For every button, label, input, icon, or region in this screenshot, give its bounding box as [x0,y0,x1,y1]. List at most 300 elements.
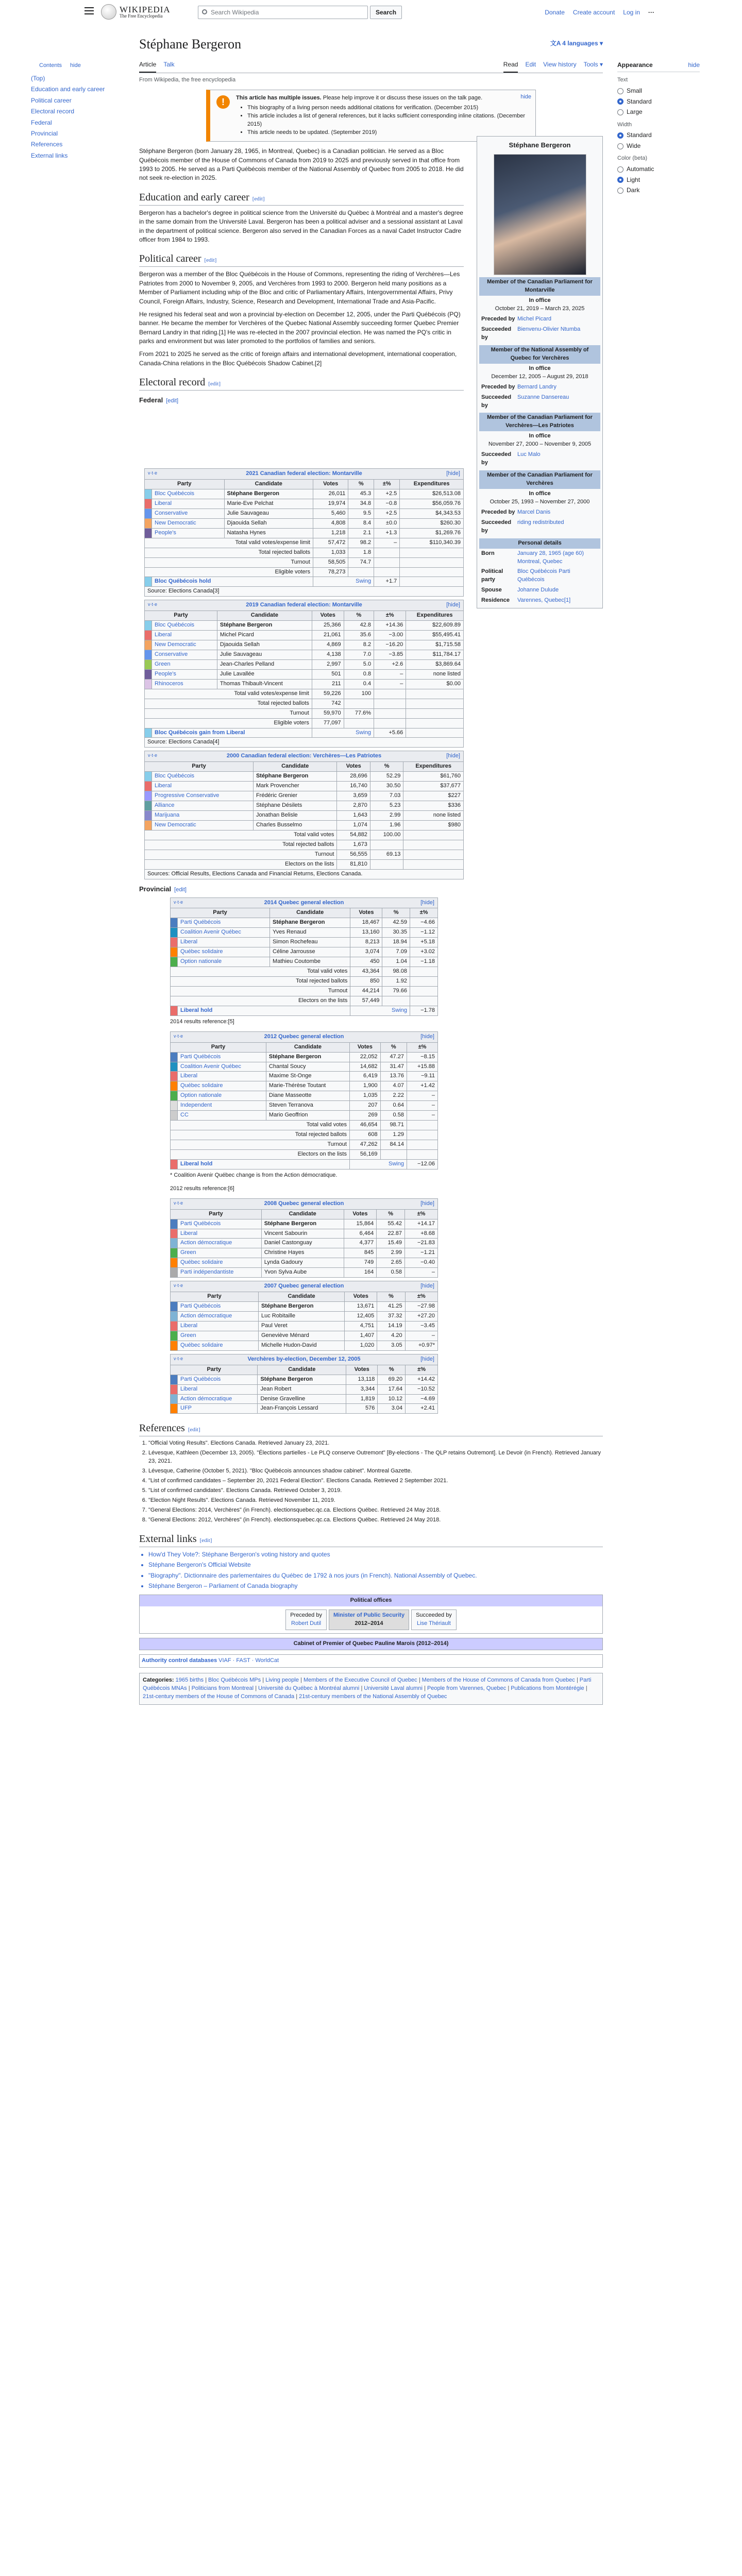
totals-cell: 1.92 [382,977,410,987]
party-name[interactable]: Liberal [178,1072,266,1081]
table-hide-button[interactable]: [hide] [420,1283,434,1290]
term-dates: October 25, 1993 – November 27, 2000 [490,498,590,505]
category-link[interactable]: Members of the House of Commons of Canada from Quebec [421,1677,575,1684]
candidate-name: Julie Sauvageau [217,650,312,660]
party-name[interactable]: Parti Québécois [178,1219,262,1229]
party-name[interactable]: Québec solidaire [178,1258,262,1268]
result-text[interactable]: Liberal hold [178,1159,350,1169]
radio-text_opts[interactable] [617,97,700,106]
create-account-link[interactable]: Create account [572,9,615,16]
toc-item[interactable]: (Top) [31,74,45,82]
ambox-issue: • This article includes a list of general references, but it lacks sufficient corresponding inline citations. (December 2015) [247,112,530,129]
party-name[interactable]: Liberal [178,1229,262,1239]
vte-links[interactable]: v·t·e [148,602,157,607]
candidate-name: Lynda Gadoury [261,1258,344,1268]
totals-row [145,850,464,859]
category-link[interactable]: Politicians from Montreal [191,1685,254,1692]
radio-label: Standard [627,131,652,139]
toc-item[interactable]: References [31,141,63,148]
radio-width_opts[interactable] [617,131,700,140]
succeeded-by-box: Succeeded by Lise Thériault [411,1609,457,1630]
candidate-name: Natasha Hynes [224,528,313,538]
party-name[interactable]: New Democratic [152,820,254,830]
infobox-value[interactable]: Varennes, Quebec[1] [517,597,571,604]
candidate-name: Michelle Hudon-David [258,1341,344,1350]
vte-links[interactable]: v·t·e [174,1200,183,1206]
caption-text[interactable]: 2021 Canadian federal election: Montarville [246,470,362,477]
cell-value: +1.3 [374,528,400,538]
column-header: Expenditures [403,762,464,772]
totals-cell: 100 [344,689,374,699]
party-color [171,1111,178,1121]
table-row [171,1394,438,1404]
table-row [145,518,464,528]
cell-value: +1.42 [407,1081,437,1091]
swing-label[interactable]: Swing [350,1006,410,1015]
ambox-hide-button[interactable]: hide [520,93,531,100]
totals-row [145,689,464,699]
radio-color_opts[interactable] [617,176,700,184]
cell-value: 30.50 [370,782,403,791]
column-header: % [344,611,374,621]
election-table [170,1031,438,1170]
party-name[interactable]: Green [178,1248,262,1258]
party-name[interactable]: Liberal [152,631,217,640]
tab-edit[interactable]: Edit [525,61,536,69]
cell-value: – [405,1268,438,1278]
party-name[interactable]: Parti indépendantiste [178,1268,262,1278]
party-name[interactable]: Parti Québécois [178,918,270,928]
totals-cell: Total valid votes [171,1121,350,1130]
swing-label[interactable]: Swing [349,1159,407,1169]
radio-text_opts[interactable] [617,108,700,116]
toc-item[interactable]: Federal [31,118,52,126]
result-text[interactable]: Bloc Québécois hold [152,577,313,587]
main-menu-icon[interactable] [85,7,94,14]
vte-links[interactable]: v·t·e [174,1033,183,1039]
categories-box: Categories: 1965 births | Bloc Québécois MPs | Living people | Members of the Executive Council of Quebec | Members of the House of Commons of Canada from Quebec | Parti Québécois MNAs | Politicians from Montreal | Université du Québec à Montréal alumni | Université Laval alumni | People from Varennes, Quebec | Publications from Montérégie | 21st-century members of the House of Commons of Canada | 21st-century members of the National Assembly of Quebec [139,1673,603,1705]
party-name[interactable]: Action démocratique [178,1239,262,1248]
cell-value: 3.05 [377,1341,405,1350]
more-icon[interactable]: ··· [648,9,654,16]
party-name[interactable]: Green [178,1331,259,1341]
preceded-by-link[interactable]: Robert Dutil [291,1620,322,1627]
caption-text[interactable]: 2007 Quebec general election [264,1283,344,1290]
table-row [171,938,438,947]
party-name[interactable]: Marijuana [152,811,254,821]
party-name[interactable]: Québec solidaire [178,1081,266,1091]
party-name[interactable]: Coalition Avenir Québec [178,1062,266,1072]
party-color [171,1052,178,1062]
party-color [171,1302,178,1312]
toc-item[interactable]: Political career [31,96,72,104]
tab-tools[interactable]: Tools ▾ [583,61,603,69]
cell-value: – [407,1101,437,1111]
totals-cell: 74.7 [348,557,374,567]
cell-value: $55,495.41 [406,631,464,640]
empty-cell [406,728,464,738]
table-row [171,1321,438,1331]
caption-text[interactable]: 2000 Canadian federal election: Verchères—Les Patriotes [226,753,382,759]
result-text[interactable]: Liberal hold [178,1006,350,1015]
infobox-value[interactable]: riding redistributed [517,519,564,526]
appearance-hide-button[interactable]: hide [688,61,700,69]
table-row [145,499,464,509]
wikipedia-logo[interactable] [101,4,171,20]
infobox-value[interactable]: Bienvenu-Olivier Ntumba [517,326,581,333]
category-link[interactable]: 21st-century members of the House of Commons of Canada [143,1693,295,1700]
radio-label: Light [627,176,640,183]
infobox-key: Succeeded by [481,394,512,409]
party-name[interactable]: Liberal [178,1384,258,1394]
table-row [171,1062,438,1072]
column-header: ±% [374,611,406,621]
term-label: In office [529,297,551,304]
party-color [145,489,152,499]
caption-text[interactable]: 2019 Canadian federal election: Montarville [246,602,362,608]
party-name[interactable]: Coalition Avenir Québec [178,928,270,938]
infobox-term [479,489,600,507]
infobox-key: Preceded by [481,509,515,515]
empty-cell [410,977,437,987]
external-link[interactable]: • Stéphane Bergeron – Parliament of Canada biography [148,1582,603,1590]
party-color [171,1258,178,1268]
education-paragraph: Bergeron has a bachelor's degree in political science from the Université du Québec à Montréal and a master's degree in the same domain from the Université Laval. Bergeron has been a political adviser and a sessional assistant at Laval in the department of political science. Bergeron also served in the Canadian Forces as a naval Cadet Instructor Cadre officer from 1984 to 1993. [139,209,463,243]
cell-value: 2.65 [377,1258,405,1268]
cell-value: 22,052 [349,1052,380,1062]
category-link[interactable]: Members of the Executive Council of Quebec [303,1677,417,1684]
table-row [171,1229,438,1239]
caption-text[interactable]: 2012 Quebec general election [264,1033,344,1040]
donate-link[interactable]: Donate [545,9,565,16]
caption-text[interactable]: Verchères by-election, December 12, 2005 [247,1355,361,1362]
totals-row [171,1149,438,1159]
toc-hide-button[interactable]: hide [70,62,81,69]
infobox-value[interactable]: January 28, 1965 (age 60) Montreal, Quebec [517,550,584,565]
term-label: In office [529,365,551,371]
table-row [171,1404,438,1414]
languages-button[interactable]: 文A 4 languages ▾ [550,40,603,47]
party-color [171,1081,178,1091]
party-color [171,1159,178,1169]
cabinet-title[interactable]: Cabinet of Premier of Quebec Pauline Marois (2012–2014) [140,1638,602,1650]
party-color [145,621,152,631]
edit-link[interactable]: [edit] [252,195,265,202]
table-row [145,509,464,518]
toc-item[interactable]: Provincial [31,129,58,137]
cell-value: 0.4 [344,679,374,689]
result-text[interactable]: Bloc Québécois gain from Liberal [152,728,312,738]
category-link[interactable]: Parti Québécois MNAs [143,1677,592,1692]
results-note: 2014 results reference:[5] [170,1018,234,1025]
heading-external: External links [edit] [139,1532,603,1547]
cell-value: 2.99 [370,811,403,821]
cell-value: +5.18 [410,938,437,947]
party-name[interactable]: Independent [178,1101,266,1111]
category-link[interactable]: Bloc Québécois MPs [208,1677,261,1684]
cell-value: 52.29 [370,772,403,782]
table-hide-button[interactable]: [hide] [420,899,434,906]
column-header: Candidate [224,480,313,489]
party-name[interactable]: Bloc Québécois [152,621,217,631]
party-name[interactable]: New Democratic [152,640,217,650]
results-note: * Coalition Avenir Québec change is from the Action démocratique. [170,1172,338,1178]
cell-value: 207 [349,1101,380,1111]
party-name[interactable]: Action démocratique [178,1312,259,1321]
party-name[interactable]: People's [152,528,225,538]
political-paragraph-1: Bergeron was a member of the Bloc Québécois in the House of Commons, representing the riding of Verchères—Les Patriotes from 2000 to November 9, 2005, and Verchères from 1993 to 2000. Bergeron held many positions as a Member of Parliament including whip of the Bloc and critic of Parliamentary Affairs, Intergovernmental Affairs, Privy Council, Foreign Affairs, Industry, Science, Research and Development, International Trade and Asia-Pacific. [139,270,460,305]
party-name[interactable]: Rhinoceros [152,679,217,689]
heading-electoral: Electoral record [edit] [139,375,464,391]
warning-icon: ! [216,95,230,109]
result-row [145,577,464,587]
globe-icon [101,4,116,20]
infobox-row [479,518,600,536]
empty-cell [406,718,464,728]
toc-item[interactable]: Electoral record [31,108,75,115]
toc-item[interactable]: External links [31,151,68,159]
empty-cell [382,996,410,1006]
cell-value: −4.66 [410,918,437,928]
empty-cell [374,699,406,708]
cell-value: 34.8 [348,499,374,509]
tab-talk[interactable]: Talk [163,61,175,69]
table-row [145,820,464,830]
party-name[interactable]: CC [178,1111,266,1121]
party-name[interactable]: Liberal [152,499,225,509]
party-name[interactable]: New Democratic [152,518,225,528]
table-row [171,1341,438,1350]
candidate-name: Julie Sauvageau [224,509,313,518]
party-name[interactable]: Liberal [152,782,254,791]
edit-link[interactable]: [edit] [208,381,221,387]
infobox-value[interactable]: Bernard Landry [517,383,556,390]
cell-value: 576 [346,1404,378,1414]
candidate-name: Mario Geoffrion [266,1111,349,1121]
table-hide-button[interactable]: [hide] [446,753,460,759]
party-name[interactable]: People's [152,669,217,679]
radio-text_opts[interactable] [617,87,700,95]
category-link[interactable]: Publications from Montérégie [511,1685,584,1692]
candidate-name: Vincent Sabourin [261,1229,344,1239]
caption-text[interactable]: 2008 Quebec general election [264,1200,344,1207]
vte-links[interactable]: v·t·e [174,1355,183,1361]
cell-value: 13,160 [350,928,382,938]
infobox-row [479,567,600,585]
swing-label[interactable]: Swing [312,728,374,738]
totals-cell: $110,340.39 [400,538,464,548]
party-name[interactable]: Action démocratique [178,1394,258,1404]
empty-cell [374,567,400,577]
infobox-header: Personal details [479,538,600,549]
infobox-value[interactable]: Luc Malo [517,451,541,458]
party-color [171,928,178,938]
column-header: ±% [405,1209,438,1219]
table-hide-button[interactable]: [hide] [446,602,460,608]
navbox-title: Political offices [140,1595,602,1606]
swing-label[interactable]: Swing [313,577,374,587]
totals-cell: 98.71 [380,1121,407,1130]
infobox-value[interactable]: Marcel Danis [517,509,551,515]
candidate-name: Stéphane Bergeron [258,1375,346,1384]
vte-links[interactable]: v·t·e [148,470,157,476]
radio-width_opts[interactable] [617,142,700,150]
toc-item[interactable]: Education and early career [31,86,105,93]
vte-links[interactable]: v·t·e [148,753,157,758]
totals-row [171,1121,438,1130]
infobox-value[interactable]: Bloc Québécois Parti Québécois [517,568,570,583]
infobox-row [479,549,600,567]
table-row [145,650,464,660]
cell-value: 30.35 [382,928,410,938]
party-color [145,509,152,518]
vte-links[interactable]: v·t·e [174,1283,183,1289]
portrait-image[interactable] [494,154,586,275]
column-header: Votes [337,762,370,772]
cell-value: −3.85 [374,650,406,660]
totals-row [171,996,438,1006]
login-link[interactable]: Log in [623,9,640,16]
party-color [171,1072,178,1081]
column-header: Candidate [253,762,336,772]
party-color [171,938,178,947]
radio-label: Standard [627,97,652,105]
empty-cell [410,986,437,996]
party-color [171,918,178,928]
party-name[interactable]: Parti Québécois [178,1302,259,1312]
cell-value: +15.88 [407,1062,437,1072]
category-link[interactable]: Université Laval alumni [364,1685,423,1692]
party-name[interactable]: Alliance [152,801,254,811]
radio-color_opts[interactable] [617,165,700,174]
swing-value: −1.78 [410,1006,437,1015]
column-header: Party [171,1042,266,1052]
wordmark: WIKIPEDIA [120,5,171,14]
party-name[interactable]: Conservative [152,509,225,518]
radio-color_opts[interactable] [617,186,700,195]
table-hide-button[interactable]: [hide] [420,1355,434,1362]
party-name[interactable]: Bloc Québécois [152,772,254,782]
column-header: Votes [349,1042,380,1052]
cell-value: 2,870 [337,801,370,811]
empty-cell [380,1149,407,1159]
totals-cell: 100.00 [370,830,403,840]
category-link[interactable]: 21st-century members of the National Assembly of Quebec [299,1693,447,1700]
totals-cell: Turnout [171,986,350,996]
edit-link[interactable]: [edit] [166,398,179,404]
candidate-name: Stéphane Bergeron [261,1219,344,1229]
party-name[interactable]: Bloc Québécois [152,489,225,499]
party-color [171,1312,178,1321]
succeeded-by-link[interactable]: Lise Thériault [417,1620,451,1627]
party-name[interactable]: Progressive Conservative [152,791,254,801]
cell-value: none listed [403,811,464,821]
cabinet-navbox[interactable] [139,1638,603,1650]
radio-label: Large [627,108,643,116]
column-header: % [380,1042,407,1052]
infobox-value[interactable]: Michel Picard [517,316,552,323]
category-link[interactable]: People from Varennes, Quebec [427,1685,507,1692]
swing-value: +1.7 [374,577,400,587]
party-name[interactable]: Liberal [178,938,270,947]
tab-read[interactable]: Read [503,58,518,72]
totals-cell: 98.08 [382,967,410,977]
totals-cell: 79.66 [382,986,410,996]
category-link[interactable]: 1965 births [175,1677,204,1684]
infobox-value[interactable]: Suzanne Dansereau [517,394,569,400]
party-color [145,650,152,660]
cell-value: $336 [403,801,464,811]
external-link[interactable]: • Stéphane Bergeron's Official Website [148,1561,603,1569]
cell-value: 7.0 [344,650,374,660]
infobox-term [479,296,600,314]
party-color [171,1062,178,1072]
tab-article[interactable]: Article [139,58,156,72]
column-header: Party [171,1292,259,1302]
cell-value: 28,696 [337,772,370,782]
party-color [171,1268,178,1278]
totals-cell: 81,810 [337,859,370,869]
election-caption [144,751,464,761]
table-hide-button[interactable]: [hide] [420,1200,434,1207]
party-name[interactable]: Green [152,659,217,669]
totals-cell: 43,364 [350,967,382,977]
empty-cell [403,840,464,850]
cell-value: +14.36 [374,621,406,631]
edit-link[interactable]: [edit] [188,1427,200,1433]
party-name[interactable]: Liberal [178,1321,259,1331]
search-button[interactable]: Search [370,6,402,19]
party-name[interactable]: Option nationale [178,1091,266,1101]
edit-link[interactable]: [edit] [204,257,217,264]
tab-view-history[interactable]: View history [543,61,577,69]
vte-links[interactable]: v·t·e [174,899,183,905]
table-hide-button[interactable]: [hide] [420,1033,434,1040]
party-name[interactable]: Conservative [152,650,217,660]
infobox-value[interactable]: Johanne Dulude [517,587,559,594]
search-input[interactable]: Search Wikipedia [198,6,368,19]
totals-row [171,1130,438,1140]
edit-link[interactable]: [edit] [199,1537,212,1544]
party-name[interactable]: UFP [178,1404,258,1414]
party-name[interactable]: Québec solidaire [178,947,270,957]
infobox-name: Stéphane Bergeron [509,141,571,149]
party-color [171,1091,178,1101]
cell-value: $227 [403,791,464,801]
party-color [171,947,178,957]
external-link[interactable]: • How'd They Vote?: Stéphane Bergeron's voting history and quotes [148,1550,603,1559]
cell-value: 13.76 [380,1072,407,1081]
edit-link[interactable]: [edit] [174,886,187,893]
category-link[interactable]: Living people [265,1677,299,1684]
external-link[interactable]: • "Biography". Dictionnaire des parlementaires du Québec de 1792 à nos jours (in French). National Assembly of Quebec. [148,1571,603,1580]
totals-cell: 77,097 [312,718,344,728]
cell-value: – [407,1111,437,1121]
party-name[interactable]: Parti Québécois [178,1375,258,1384]
totals-cell: 1,673 [337,840,370,850]
totals-cell: 608 [349,1130,380,1140]
office-link[interactable]: Minister of Public Security [333,1612,405,1619]
party-name[interactable]: Option nationale [178,957,270,967]
caption-text[interactable]: 2014 Quebec general election [264,899,344,906]
table-hide-button[interactable]: [hide] [446,470,460,477]
category-link[interactable]: Université du Québec à Montréal alumni [258,1685,360,1692]
page-title: Stéphane Bergeron [139,37,242,52]
party-name[interactable]: Parti Québécois [178,1052,266,1062]
party-name[interactable]: Québec solidaire [178,1341,259,1350]
cell-value: −0.8 [374,499,400,509]
cell-value: 0.58 [377,1268,405,1278]
